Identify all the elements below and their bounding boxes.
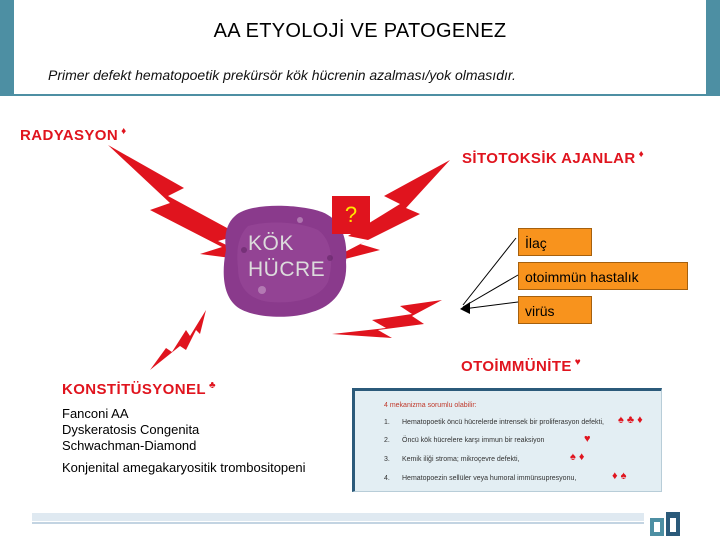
page-title: AA ETYOLOJİ VE PATOGENEZ (213, 20, 507, 42)
mechanism-row-num: 1. (384, 419, 390, 426)
mechanism-row-3-symbols: ♠ ♦ (570, 451, 585, 463)
constitutional-item-3: Schwachman-Diamond (62, 438, 197, 453)
mechanism-row-4 (384, 475, 576, 482)
lightning-bolt-autoimmune (332, 300, 442, 338)
mechanism-row-3 (384, 456, 519, 463)
mechanism-row-text: Kemik iliği stroma; mikroçevre defekti, (402, 456, 520, 463)
footer-stripe (32, 522, 644, 524)
box-otoimmun-hastalik: otoimmün hastalık (518, 262, 688, 290)
label-autoimmunity (461, 357, 581, 375)
diamond-icon: ♦ (121, 126, 127, 137)
mechanism-row-1-symbols: ♠ ♣ ♦ (618, 414, 643, 426)
constitutional-item-4: Konjenital amegakaryositik trombositopeni (62, 460, 306, 475)
question-mark-badge: ? (332, 196, 370, 234)
constitutional-item-2: Dyskeratosis Congenita (62, 422, 200, 437)
label-radiation-text: RADYASYON (20, 127, 119, 144)
label-cytotoxic-text: SİTOTOKSİK AJANLAR (462, 150, 636, 167)
mechanism-row-1 (384, 419, 604, 426)
footer-logo-icon (648, 508, 688, 540)
mechanism-row-2 (384, 437, 544, 444)
box-virus: virüs (518, 296, 592, 324)
club-icon: ♣ (208, 380, 216, 391)
label-constitutional (62, 380, 216, 398)
mechanism-row-4-symbols: ♦ ♠ (612, 470, 627, 482)
page-subtitle: Primer defekt hematopoetik prekürsör kök hücrenin azalması/yok olmasıdır. (48, 67, 516, 83)
lightning-bolt-constitutional (150, 310, 206, 370)
mechanism-table-title: 4 mekanizma sorumlu olabilir: (384, 402, 477, 409)
mechanism-row-num: 2. (384, 437, 390, 444)
mechanism-row-num: 4. (384, 475, 390, 482)
label-radiation (20, 126, 127, 144)
box-ilac: İlaç (518, 228, 592, 256)
arrow-otoimmun (463, 275, 518, 307)
mechanism-row-text: Hematopoezin sellüler veya humoral immünsupresyonu, (402, 475, 577, 482)
arrow-ilac (463, 238, 516, 305)
mechanism-row-num: 3. (384, 456, 390, 463)
mechanism-row-text: Öncü kök hücrelere karşı immun bir reaksiyon (402, 437, 545, 444)
diamond-icon: ♦ (638, 149, 645, 160)
label-autoimmunity-text: OTOİMMÜNİTE (461, 358, 572, 375)
stem-cell-label (248, 231, 325, 283)
constitutional-item-1: Fanconi AA (62, 406, 129, 421)
mechanism-row-text: Hematopoetik öncü hücrelerde intrensek bir proliferasyon defekti, (402, 419, 604, 426)
label-cytotoxic (462, 149, 644, 167)
mechanism-row-2-symbols: ♥ (584, 433, 591, 445)
label-constitutional-text: KONSTİTÜSYONEL (62, 381, 206, 398)
stem-cell-label-line1: KÖK (248, 232, 294, 255)
arrow-virus (463, 302, 518, 309)
heart-icon: ♥ (574, 357, 582, 368)
footer-bar (32, 513, 644, 521)
stem-cell-label-line2: HÜCRE (248, 258, 326, 281)
